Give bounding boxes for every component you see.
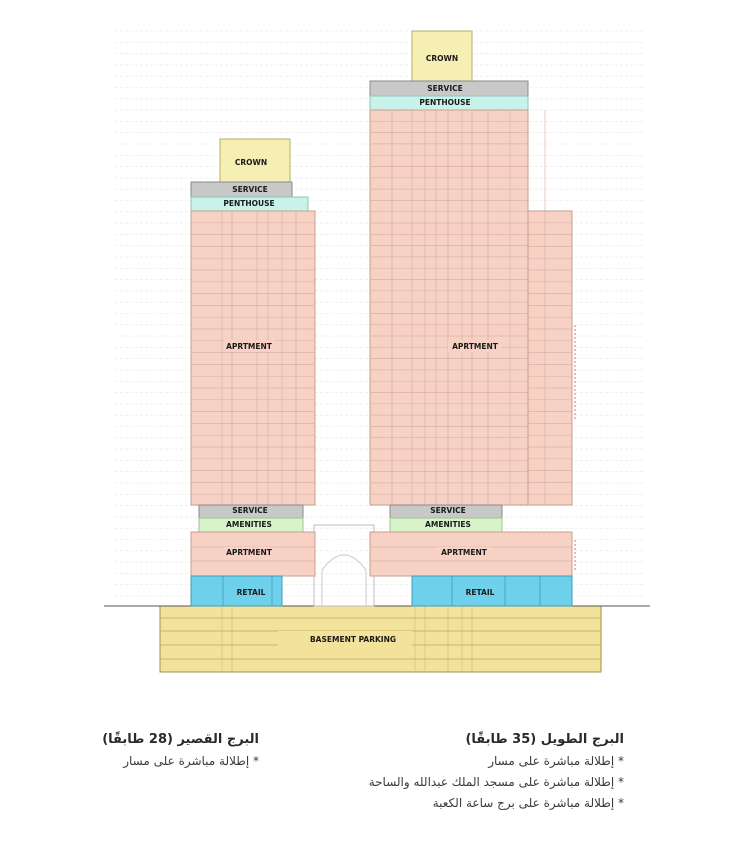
tall-tower xyxy=(370,31,572,606)
tall-tower-feature: * إطلالة مباشرة على برج ساعة الكعبة xyxy=(432,796,624,810)
basement-parking-label: BASEMENT PARKING xyxy=(309,635,397,644)
tall-service-top-label: SERVICE xyxy=(427,84,463,93)
short-tower-feature: * إطلالة مباشرة على مسار xyxy=(123,754,259,768)
tall-podium-apartment-label: APRTMENT xyxy=(441,548,487,557)
short-tower xyxy=(191,139,315,606)
short-apartment-label: APRTMENT xyxy=(226,342,272,351)
short-service-top-label: SERVICE xyxy=(232,185,268,194)
short-apartment-block xyxy=(191,211,315,505)
tall-crown-label: CROWN xyxy=(425,54,459,63)
tall-amenities-label: AMENITIES xyxy=(425,520,471,529)
short-retail-label: RETAIL xyxy=(236,588,266,597)
tall-tower-caption xyxy=(369,732,624,814)
short-service-mid-label: SERVICE xyxy=(232,506,268,515)
tall-retail-label: RETAIL xyxy=(465,588,495,597)
tall-tower-title: البرج الطويل (35 طابقًا) xyxy=(465,732,624,747)
podium-connector xyxy=(314,525,374,606)
short-amenities-label: AMENITIES xyxy=(226,520,272,529)
basement-parking-block xyxy=(160,606,601,672)
short-podium-apartment-label: APRTMENT xyxy=(226,548,272,557)
short-tower-caption xyxy=(102,732,259,772)
tall-penthouse-label: PENTHOUSE xyxy=(419,98,471,107)
tall-apartment-block xyxy=(370,110,528,505)
tall-tower-feature: * إطلالة مباشرة على مسار xyxy=(488,754,624,768)
short-penthouse-label: PENTHOUSE xyxy=(223,199,275,208)
tall-apartment-wing xyxy=(528,211,572,505)
short-tower-title: البرج القصير (28 طابقًا) xyxy=(102,732,259,747)
tall-tower-feature: * إطلالة مباشرة على مسجد الملك عبدالله والساحة xyxy=(368,775,624,789)
tall-apartment-label: APRTMENT xyxy=(452,342,498,351)
tall-service-mid-label: SERVICE xyxy=(430,506,466,515)
short-crown-label: CROWN xyxy=(234,158,268,167)
